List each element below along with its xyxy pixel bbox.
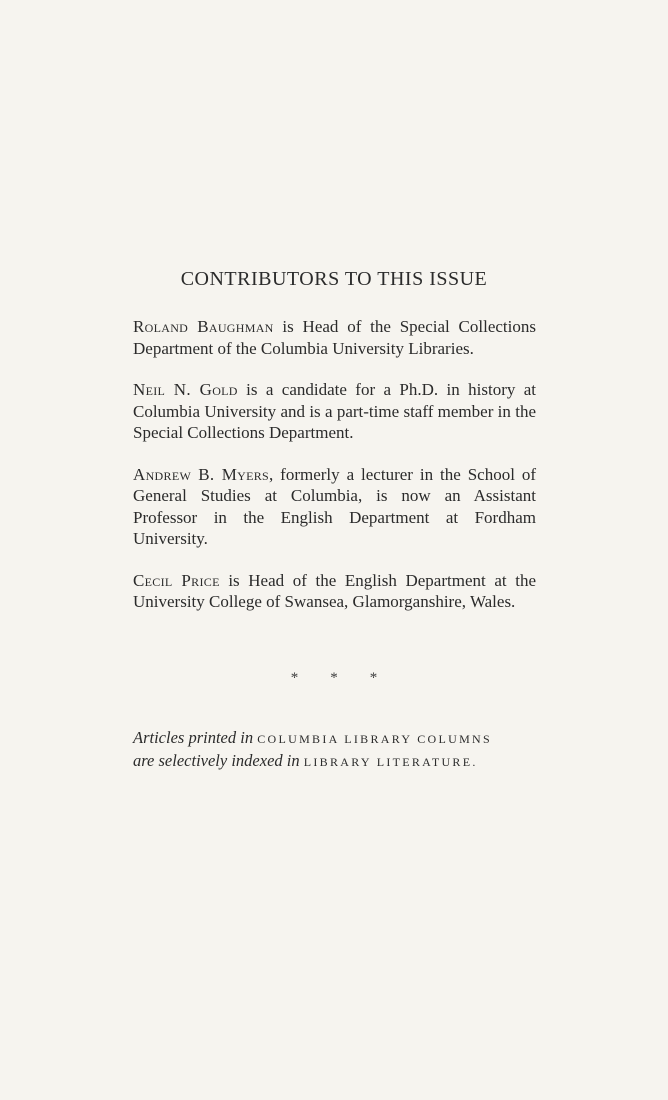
- contributor-description: , formerly a lecturer in the School of General Studies at Columbia, is now an Assistant Professor in the English Department at Fordham University.: [133, 464, 536, 548]
- contributor-entry: [133, 379, 536, 444]
- asterisk: *: [330, 670, 338, 686]
- note-italic-text: are selectively indexed in: [133, 751, 300, 770]
- indexing-note-line-1: [133, 727, 553, 750]
- asterisk: *: [290, 670, 299, 686]
- asterisk: *: [369, 670, 378, 686]
- page-title: CONTRIBUTORS TO THIS ISSUE: [180, 268, 488, 290]
- contributor-description: is a candidate for a Ph.D. in history at Columbia University and is a part-time staff member in the Special Collections Department.: [133, 380, 537, 442]
- contributor-description: is Head of the Special Collections Department of the Columbia University Libraries.: [133, 317, 536, 358]
- contributor-name: Roland Baughman: [133, 317, 274, 336]
- indexing-note-line-2: [133, 750, 553, 773]
- contributor-name: Andrew B. Myers: [133, 464, 269, 484]
- index-title: LIBRARY LITERATURE.: [303, 755, 478, 769]
- contributor-name: Neil N. Gold: [133, 380, 238, 399]
- section-separator: [0, 670, 668, 687]
- contributor-name: Cecil Price: [133, 570, 220, 590]
- contributor-entry: [133, 316, 536, 359]
- contributors-list: [133, 316, 536, 633]
- contributor-entry: [133, 570, 536, 613]
- contributor-description: is Head of the English Department at the University College of Swansea, Glamorganshire, Wales.: [133, 570, 536, 611]
- note-italic-text: Articles printed in: [133, 728, 254, 747]
- indexing-note: [133, 727, 553, 773]
- contributor-entry: [133, 464, 536, 550]
- journal-title: COLUMBIA LIBRARY COLUMNS: [257, 732, 492, 746]
